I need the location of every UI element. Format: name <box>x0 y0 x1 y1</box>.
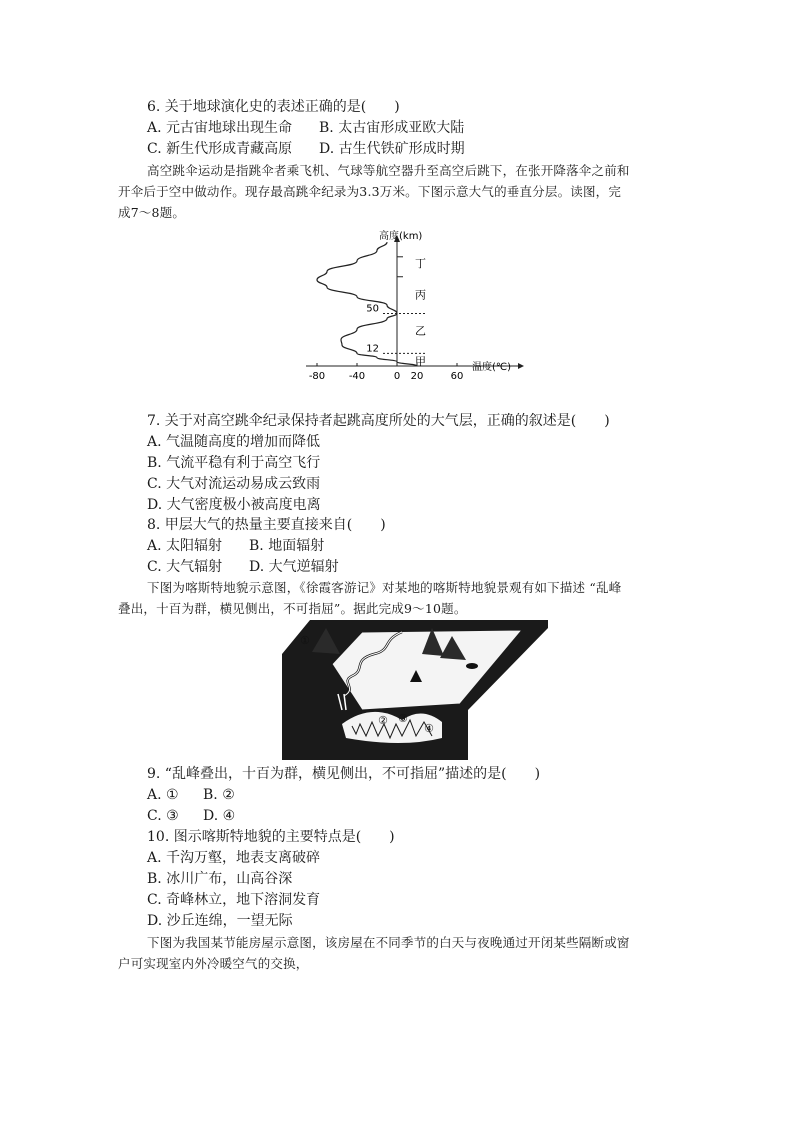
q9-option-a: A. ① <box>147 787 179 803</box>
karst-label-2: ② <box>378 714 388 727</box>
karst-label-1: ① <box>300 634 310 647</box>
x-tick-label: -40 <box>348 371 366 382</box>
q8-stem: 8. 甲层大气的热量主要直接来自( ) <box>147 517 386 533</box>
q10-option-a: A. 千沟万壑，地表支离破碎 <box>147 850 321 866</box>
x-axis-arrow <box>518 363 524 369</box>
q7-stem: 7. 关于对高空跳伞纪录保持者起跳高度所处的大气层，正确的叙述是( ) <box>147 413 610 429</box>
passage3-line1: 下图为我国某节能房屋示意图，该房屋在不同季节的白天与夜晚通过开闭某些隔断或窗 <box>147 935 630 950</box>
q8-option-a: A. 太阳辐射 <box>147 538 223 554</box>
q9-stem: 9. “乱峰叠出，十百为群，横见侧出，不可指屈”描述的是( ) <box>147 766 541 782</box>
layer-label: 乙 <box>415 324 426 338</box>
q6-option-c: C. 新生代形成青藏高原 <box>147 141 293 157</box>
x-tick-label: 60 <box>450 371 464 382</box>
q10-option-d: D. 沙丘连绵，一望无际 <box>147 913 293 929</box>
q7-option-a: A. 气温随高度的增加而降低 <box>147 434 321 450</box>
layer-label: 丁 <box>415 257 426 271</box>
q6-option-a: A. 元古宙地球出现生命 <box>147 120 293 136</box>
passage1-line1: 高空跳伞运动是指跳伞者乘飞机、气球等航空器升至高空后跳下，在张开降落伞之前和 <box>147 163 630 178</box>
passage3-line2: 户可实现室内外冷暖空气的交换， <box>118 956 309 971</box>
q10-option-b: B. 冰川广布，山高谷深 <box>147 871 293 887</box>
karst-label-3: ③ <box>398 712 408 725</box>
sinkhole <box>466 663 478 669</box>
q8-option-b: B. 地面辐射 <box>249 538 325 554</box>
q10-option-c: C. 奇峰林立，地下溶洞发育 <box>147 892 321 908</box>
passage2-line1: 下图为喀斯特地貌示意图，《徐霞客游记》对某地的喀斯特地貌景观有如下描述 “乱峰 <box>147 580 622 595</box>
q6-option-b: B. 太古宙形成亚欧大陆 <box>319 120 465 136</box>
q9-option-d: D. ④ <box>203 808 236 824</box>
q7-option-d: D. 大气密度极小被高度电离 <box>147 497 321 513</box>
q9-option-c: C. ③ <box>147 808 179 824</box>
q8-option-c: C. 大气辐射 <box>147 559 223 575</box>
q9-option-b: B. ② <box>203 787 235 803</box>
atmosphere-layers-chart <box>300 222 530 382</box>
q8-option-d: D. 大气逆辐射 <box>249 559 339 575</box>
y-tick-label: 12 <box>366 343 379 355</box>
q7-option-b: B. 气流平稳有利于高空飞行 <box>147 455 321 471</box>
x-axis-label: 温度(℃) <box>472 362 512 373</box>
q7-option-c: C. 大气对流运动易成云致雨 <box>147 476 321 492</box>
karst-landform-diagram <box>282 614 548 760</box>
passage1-line2: 开伞后于空中做动作。现存最高跳伞纪录为3.3万米。下图示意大气的垂直分层。读图，完 <box>118 184 622 199</box>
y-tick-label: 50 <box>366 303 379 315</box>
karst-label-4: ④ <box>424 722 434 735</box>
layer-label: 甲 <box>415 354 426 368</box>
x-tick-label: 0 <box>393 371 401 382</box>
passage1-line3: 成7～8题。 <box>118 205 186 220</box>
q6-option-d: D. 古生代铁矿形成时期 <box>319 141 465 157</box>
q6-stem: 6. 关于地球演化史的表述正确的是( ) <box>147 99 400 115</box>
x-tick-label: -80 <box>308 371 326 382</box>
y-axis-label: 高度(km) <box>379 231 423 242</box>
passage2-line2: 叠出，十百为群，横见侧出，不可指屈”。据此完成9～10题。 <box>118 601 467 616</box>
q10-stem: 10. 图示喀斯特地貌的主要特点是( ) <box>147 829 395 845</box>
x-tick-label: 20 <box>410 371 424 382</box>
layer-label: 丙 <box>415 288 426 302</box>
